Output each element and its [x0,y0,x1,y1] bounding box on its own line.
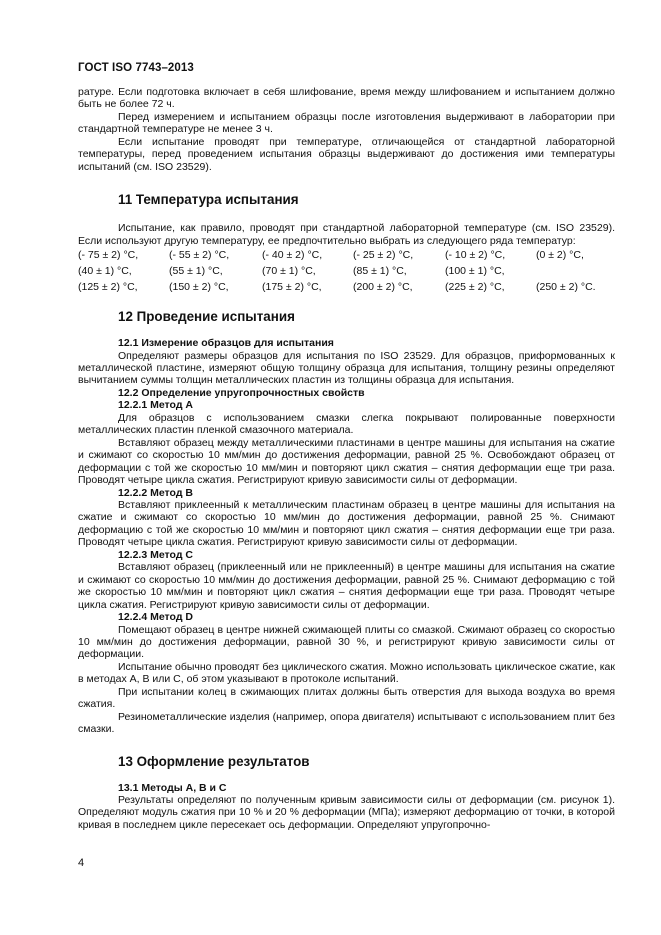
temperature-value: (175 ± 2) °C, [262,281,322,294]
section-12-heading: 12 Проведение испытания [118,309,295,325]
subsection-13-1-paragraph: Результаты определяют по полученным кривым зависимости силы от деформации (см. рисунок 1). Определяют модуль сжатия при 10 % и 20 % деформации (МПа); измеряют деформацию от точки, в которой кривая в последнем цикле пересекает ось деформации. Определяют упругопрочно- [78,794,615,831]
subsection-13-1-heading: 13.1 Методы А, В и С [118,781,227,794]
method-a-paragraph-1: Для образцов с использованием смазки слегка покрывают полированные поверхности металлических пластин пленкой смазочного материала. [78,411,615,437]
temperature-value: (- 25 ± 2) °C, [353,249,414,262]
method-a-heading: 12.2.1 Метод А [118,399,194,412]
page-number: 4 [78,857,85,869]
method-b-paragraph: Вставляют приклеенный к металлическим пластинам образец в центре машины для испытания на сжатие и сжимают со скоростью 10 мм/мин до достижения деформации, равной 25 %. Снимают деформацию с той же скоростью 10 мм/мин и повторяют цикл сжатия – снятия деформации еще три раза. Проводят четыре цикла сжатия. Регистрируют кривую зависимости силы от деформации. [78,498,615,549]
temperature-value: (100 ± 1) °C, [445,265,505,278]
temperature-value: (70 ± 1) °C, [262,265,316,278]
temperature-value: (- 10 ± 2) °C, [445,249,506,262]
temperature-value: (85 ± 1) °C, [353,265,407,278]
section-11-paragraph: Испытание, как правило, проводят при стандартной лабораторной температуре (см. ISO 23529). Если используют другую температуру, ее предпочтительно выбрать из следующего ряда температур: [78,222,615,247]
section-13-heading: 13 Оформление результатов [118,753,310,769]
temperature-value: (- 40 ± 2) °C, [262,249,323,262]
subsection-12-1-paragraph: Определяют размеры образцов для испытания по ISO 23529. Для образцов, приформованных к металлической пластине, измеряют общую толщину образца для испытания, толщину резины определяют вычитанием суммы толщин металлических пластин из толщины образца для испытания. [78,349,615,387]
temperature-value: (150 ± 2) °C, [169,281,229,294]
method-b-heading: 12.2.2 Метод В [118,486,194,499]
temperature-value: (125 ± 2) °C, [78,281,138,294]
method-d-paragraph-1: Помещают образец в центре нижней сжимающей плиты со смазкой. Сжимают образец со скоростью 10 мм/мин до достижения деформации, равной 30 %, и регистрируют кривую зависимости силы от деформации. [78,623,615,661]
intro-paragraph-1: ратуре. Если подготовка включает в себя шлифование, время между шлифованием и испытанием должно быть не более 72 ч. [78,86,615,111]
temperature-value: (- 55 ± 2) °C, [169,249,230,262]
section-11-heading: 11 Температура испытания [118,192,299,208]
temperature-list [78,247,615,295]
intro-paragraph-2: Перед измерением и испытанием образцы после изготовления выдерживают в лаборатории при стандартной температуре не менее 3 ч. [78,110,615,136]
method-d-paragraph-2: Испытание обычно проводят без циклического сжатия. Можно использовать циклическое сжатие, как в методах А, В или С, об этом указывают в протоколе испытаний. [78,660,615,686]
temperature-value: (40 ± 1) °C, [78,265,132,278]
temperature-value: (55 ± 1) °C, [169,265,223,278]
temperature-value: (250 ± 2) °C. [536,281,596,294]
temperature-value: (225 ± 2) °C, [445,281,505,294]
main-text [78,86,615,831]
temperature-value: (200 ± 2) °C, [353,281,413,294]
method-d-heading: 12.2.4 Метод D [118,611,194,624]
standard-header: ГОСТ ISO 7743–2013 [78,62,194,74]
subsection-12-1-heading: 12.1 Измерение образцов для испытания [118,337,334,350]
method-c-heading: 12.2.3 Метод С [118,548,194,561]
method-d-paragraph-3: При испытании колец в сжимающих плитах должны быть отверстия для выхода воздуха во время сжатия. [78,685,615,711]
subsection-12-2-heading: 12.2 Определение упругопрочностных свойств [118,386,365,399]
temperature-value: (0 ± 2) °C, [536,249,584,262]
method-a-paragraph-2: Вставляют образец между металлическими пластинами в центре машины для испытания на сжатие и сжимают со скоростью 10 мм/мин до достижения деформации, равной 25 %. Освобождают образец от деформации с той же скоростью 10 мм/мин и повторяют цикл сжатия – снятия деформации еще три раза. Проводят четыре цикла сжатия. Регистрируют кривую зависимости силы от деформации. [78,436,615,487]
method-c-paragraph: Вставляют образец (приклеенный или не приклеенный) в центре машины для испытания на сжатие и сжимают со скоростью 10 мм/мин до достижения деформации, равной 25 %. Снимают деформацию с той же скоростью 10 мм/мин и повторяют цикл сжатия – снятия деформации еще три раза. Проводят четыре цикла сжатия. Регистрируют кривую зависимости силы от деформации. [78,561,615,611]
intro-paragraph-3: Если испытание проводят при температуре, отличающейся от стандартной лабораторной температуры, перед проведением испытания образцы выдерживают до достижения ими температуры испытаний (см. ISO 23529). [78,135,615,173]
temperature-value: (- 75 ± 2) °C, [78,249,139,262]
temperature-value [536,263,615,279]
method-d-paragraph-4: Резинометаллические изделия (например, опора двигателя) испытывают с использованием плит без смазки. [78,710,615,736]
